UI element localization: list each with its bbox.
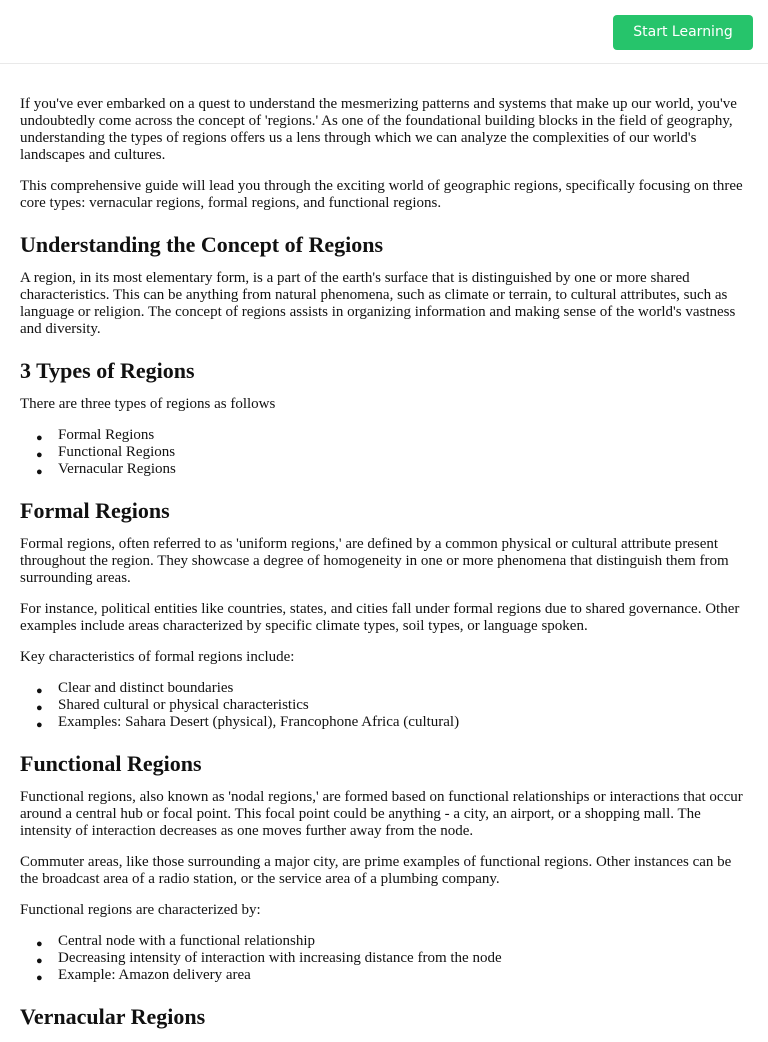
list-item: ● Examples: Sahara Desert (physical), Francophone Africa (cultural) bbox=[58, 714, 748, 731]
bullet-icon: ● bbox=[36, 702, 43, 714]
heading-concept: Understanding the Concept of Regions bbox=[20, 232, 384, 257]
list-item: ● Decreasing intensity of interaction with increasing distance from the node bbox=[58, 950, 748, 967]
types-list bbox=[20, 427, 748, 478]
list-item: ● Functional Regions bbox=[58, 444, 748, 461]
bullet-icon: ● bbox=[36, 432, 43, 444]
functional-paragraph-3: Functional regions are characterized by: bbox=[20, 902, 261, 918]
heading-functional: Functional Regions bbox=[20, 751, 202, 776]
top-bar bbox=[0, 0, 768, 64]
intro-paragraph-1: If you've ever embarked on a quest to understand the mesmerizing patterns and systems that make up our world, you've undoubtedly come across the concept of 'regions.' As one of the foundational building blocks in the field of geography, understanding the types of regions offers us a lens through which we can analyze the complexities of our world's landscapes and cultures. bbox=[20, 96, 737, 163]
heading-types: 3 Types of Regions bbox=[20, 358, 195, 383]
bullet-icon: ● bbox=[36, 449, 43, 461]
list-item: ● Formal Regions bbox=[58, 427, 748, 444]
formal-paragraph-2: For instance, political entities like countries, states, and cities fall under formal regions due to shared governance. Other examples include areas characterized by specific climate types, soil types, or language spoken. bbox=[20, 601, 740, 634]
functional-list bbox=[20, 933, 748, 984]
list-item: ● Clear and distinct boundaries bbox=[58, 680, 748, 697]
article-body bbox=[20, 96, 748, 1042]
intro-paragraph-2: This comprehensive guide will lead you through the exciting world of geographic regions, specifically focusing on three core types: vernacular regions, formal regions, and functional regions. bbox=[20, 178, 743, 211]
types-paragraph: There are three types of regions as follows bbox=[20, 396, 276, 412]
heading-formal: Formal Regions bbox=[20, 498, 170, 523]
list-item: ● Example: Amazon delivery area bbox=[58, 967, 748, 984]
bullet-icon: ● bbox=[36, 955, 43, 967]
list-item: ● Central node with a functional relationship bbox=[58, 933, 748, 950]
formal-paragraph-1: Formal regions, often referred to as 'uniform regions,' are defined by a common physical or cultural attribute present throughout the region. They showcase a degree of homogeneity in one or more phenomena that distinguish them from surrounding areas. bbox=[20, 536, 729, 586]
bullet-icon: ● bbox=[36, 685, 43, 697]
formal-paragraph-3: Key characteristics of formal regions include: bbox=[20, 649, 295, 665]
concept-paragraph: A region, in its most elementary form, is a part of the earth's surface that is distinguished by one or more shared characteristics. This can be anything from natural phenomena, such as climate or terrain, to cultural attributes, such as language or religion. The concept of regions assists in organizing information and making sense of the world's vastness and diversity. bbox=[20, 270, 736, 337]
functional-paragraph-2: Commuter areas, like those surrounding a major city, are prime examples of functional regions. Other instances can be the broadcast area of a radio station, or the service area of a plumbing company. bbox=[20, 854, 732, 887]
heading-vernacular: Vernacular Regions bbox=[20, 1004, 206, 1029]
bullet-icon: ● bbox=[36, 466, 43, 478]
functional-paragraph-1: Functional regions, also known as 'nodal regions,' are formed based on functional relationships or interactions that occur around a central hub or focal point. This focal point could be anything - a city, an airport, or a shopping mall. The intensity of interaction decreases as one moves further away from the node. bbox=[20, 789, 743, 839]
bullet-icon: ● bbox=[36, 719, 43, 731]
list-item: ● Shared cultural or physical characteristics bbox=[58, 697, 748, 714]
bullet-icon: ● bbox=[36, 972, 43, 984]
start-learning-button[interactable]: Start Learning bbox=[613, 15, 753, 50]
list-item: ● Vernacular Regions bbox=[58, 461, 748, 478]
formal-list bbox=[20, 680, 748, 731]
bullet-icon: ● bbox=[36, 938, 43, 950]
